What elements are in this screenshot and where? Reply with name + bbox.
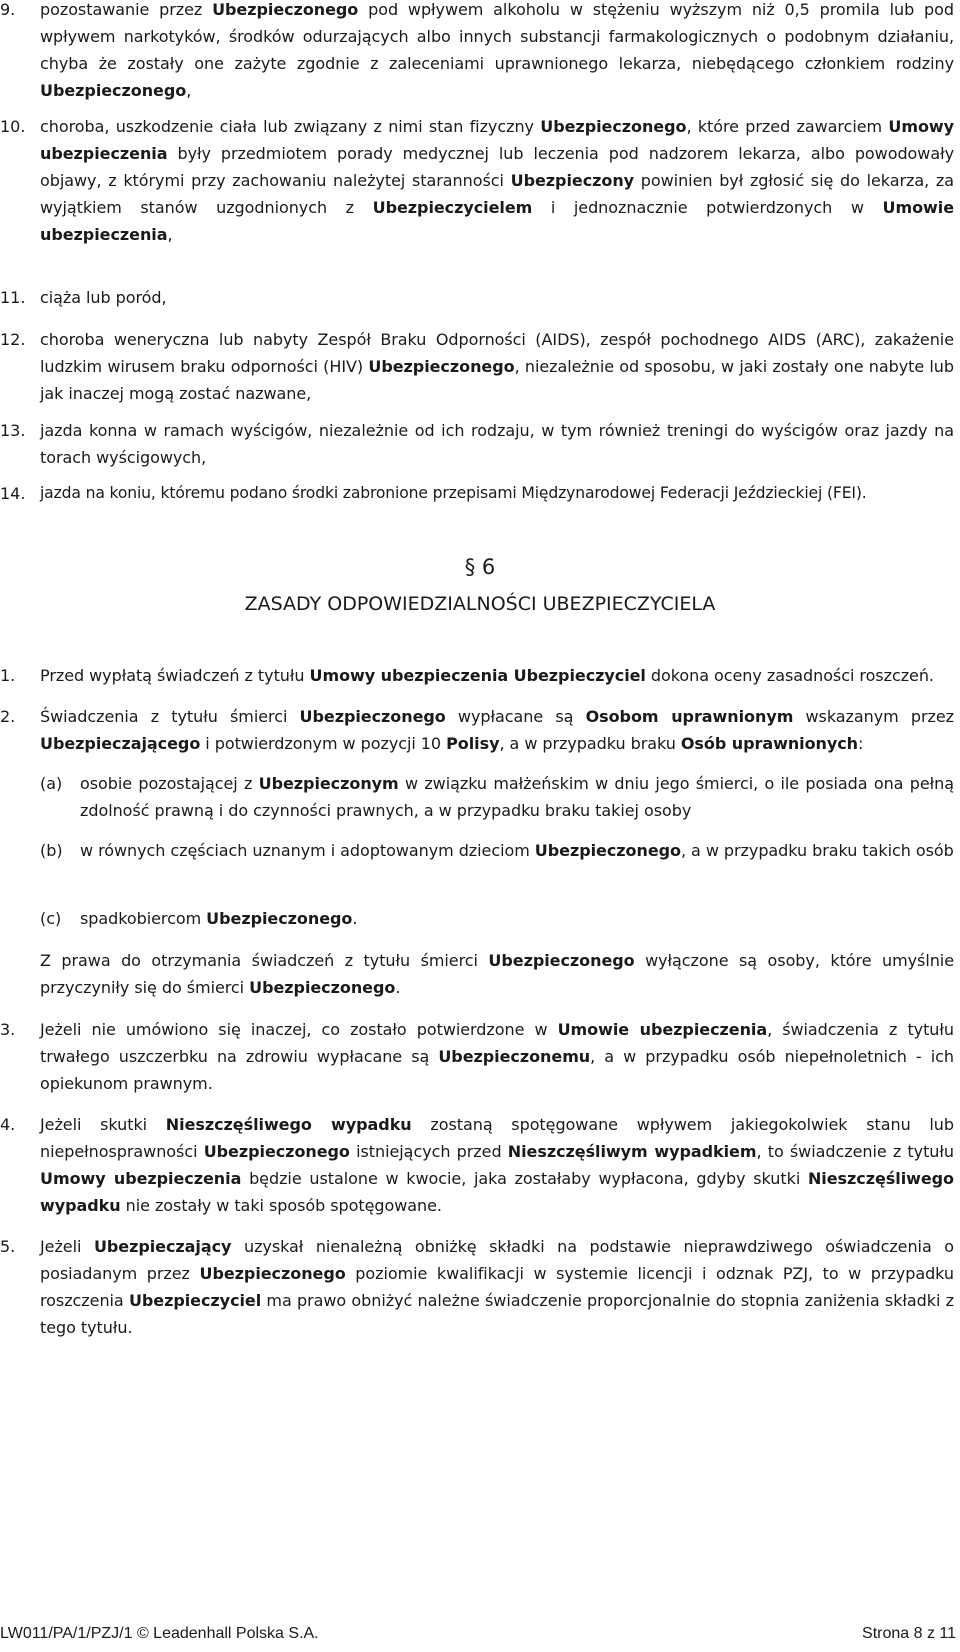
rule-text: Jeżeli skutki Nieszczęśliwego wypadku zostaną spotęgowane wpływem jakiegokolwiek stanu lub niepełnosprawności Ubezpieczonego istniejących przed Nieszczęśliwym wypadkiem, to świadczenie z tytułu Umowy ubezpieczenia będzie ustalone w kwocie, jaka zostałaby wypłacona, gdyby skutki Nieszczęśliwego wypadku nie zostały w taki sposób spotęgowane. <box>40 1115 955 1215</box>
document-reference: LW011/PA/1/PZJ/1 © Leadenhall Polska S.A. <box>0 1625 319 1642</box>
item-number: 14. <box>0 484 26 503</box>
note-text: Z prawa do otrzymania świadczeń z tytułu śmierci Ubezpieczonego wyłączone są osoby, które umyślnie przyczyniły się do śmierci Ubezpieczonego. <box>40 951 954 997</box>
section-title: ZASADY ODPOWIEDZIALNOŚCI UBEZPIECZYCIELA <box>244 593 716 615</box>
item-text: pozostawanie przez Ubezpieczonego pod wpływem alkoholu w stężeniu wyższym niż 0,5 promila lub pod wpływem narkotyków, środków odurzających albo innych substancji farmakologicznych o podobnym działaniu, chyba że zostały one zażyte zgodnie z zaleceniami uprawnionego lekarza, niebędącego członkiem rodziny Ubezpieczonego, <box>40 0 954 100</box>
page-footer <box>0 1622 960 1646</box>
item-number: 11. <box>0 288 26 307</box>
subitem-text: osobie pozostającej z Ubezpieczonym w związku małżeńskim w dniu jego śmierci, o ile posiada ona pełną zdolność prawną i do czynności prawnych, a w przypadku braku takiej osoby <box>80 774 954 820</box>
item-text: choroba, uszkodzenie ciała lub związany z nimi stan fizyczny Ubezpieczonego, które przed zawarciem Umowy ubezpieczenia były przedmiotem porady medycznej lub leczenia pod nadzorem lekarza, albo powodowały objawy, z którymi przy zachowaniu należytej staranności Ubezpieczony powinien był zgłosić się do lekarza, za wyjątkiem stanów uzgodnionych z Ubezpieczycielem i jednoznacznie potwierdzonych w Umowie ubezpieczenia, <box>40 117 955 244</box>
page-number: Strona 8 z 11 <box>862 1625 956 1642</box>
rule-number: 1. <box>0 666 16 685</box>
subitem-text: spadkobiercom Ubezpieczonego. <box>80 909 358 928</box>
item-text: jazda na koniu, któremu podano środki zabronione przepisami Międzynarodowej Federacji Jeździeckiej (FEI). <box>40 484 867 502</box>
subitem-letter: (c) <box>40 909 62 928</box>
item-number: 9. <box>0 0 16 19</box>
rule-number: 4. <box>0 1115 16 1134</box>
item-text: jazda konna w ramach wyścigów, niezależnie od ich rodzaju, w tym również treningi do wyścigów oraz jazdy na torach wyścigowych, <box>40 421 954 467</box>
subitem-letter: (a) <box>40 774 63 793</box>
rule-text: Świadczenia z tytułu śmierci Ubezpieczonego wypłacane są Osobom uprawnionym wskazanym przez Ubezpieczającego i potwierdzonym w pozycji 10 Polisy, a w przypadku braku Osób uprawnionych: <box>40 707 955 753</box>
item-number: 10. <box>0 117 26 136</box>
rule-number: 3. <box>0 1020 16 1039</box>
rule-text: Jeżeli Ubezpieczający uzyskał nienależną obniżkę składki na podstawie nieprawdziwego oświadczenia o posiadanym przez Ubezpieczonego poziomie kwalifikacji w systemie licencji i odznak PZJ, to w przypadku roszczenia Ubezpieczyciel ma prawo obniżyć należne świadczenie proporcjonalnie do stopnia zaniżenia składki z tego tytułu. <box>40 1237 954 1337</box>
rule-number: 5. <box>0 1237 16 1256</box>
subitem-letter: (b) <box>40 841 63 860</box>
section-number: § 6 <box>464 555 496 579</box>
rule-number: 2. <box>0 707 16 726</box>
subitem-text: w równych częściach uznanym i adoptowanym dzieciom Ubezpieczonego, a w przypadku braku takich osób <box>80 841 954 860</box>
item-number: 12. <box>0 330 26 349</box>
rule-text: Jeżeli nie umówiono się inaczej, co zostało potwierdzone w Umowie ubezpieczenia, świadczenia z tytułu trwałego uszczerbku na zdrowiu wypłacane są Ubezpieczonemu, a w przypadku osób niepełnoletnich - ich opiekunom prawnym. <box>40 1020 954 1093</box>
item-text: ciąża lub poród, <box>40 288 167 307</box>
item-number: 13. <box>0 421 26 440</box>
item-text: choroba weneryczna lub nabyty Zespół Braku Odporności (AIDS), zespół pochodnego AIDS (ARC), zakażenie ludzkim wirusem braku odporności (HIV) Ubezpieczonego, niezależnie od sposobu, w jaki zostały one nabyte lub jak inaczej mogą zostać nazwane, <box>40 330 955 403</box>
rule-text: Przed wypłatą świadczeń z tytułu Umowy ubezpieczenia Ubezpieczyciel dokona oceny zasadności roszczeń. <box>40 666 934 685</box>
